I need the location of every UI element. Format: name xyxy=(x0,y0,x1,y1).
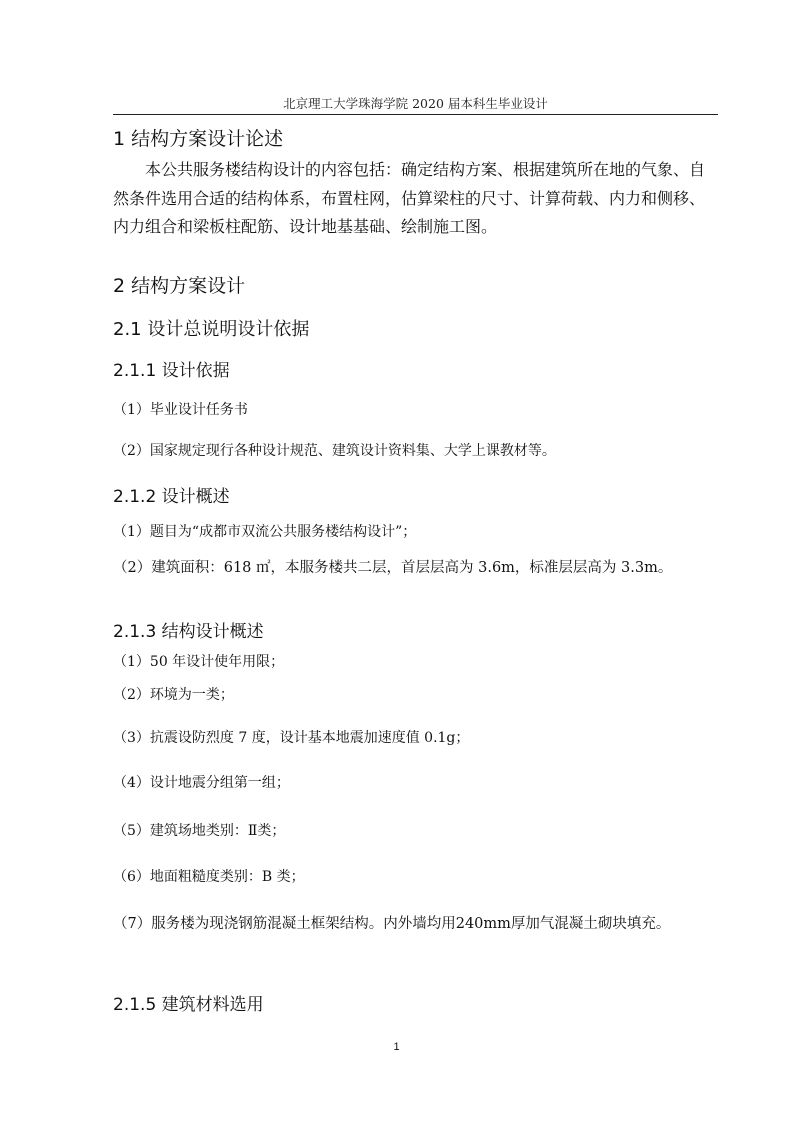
list-item: （6）地面粗糙度类别：B 类； xyxy=(113,869,305,885)
section-2-1-1-heading: 2.1.1 设计依据 xyxy=(113,361,230,381)
list-item: （3）抗震设防烈度 7 度，设计基本地震加速度值 0.1g； xyxy=(113,730,470,746)
section-2-1-5-heading: 2.1.5 建筑材料选用 xyxy=(113,995,264,1015)
list-item: （4）设计地震分组第一组； xyxy=(113,775,290,791)
list-item: （1）题目为“成都市双流公共服务楼结构设计”； xyxy=(113,524,417,540)
header-rule xyxy=(113,114,718,115)
page-header: 北京理工大学珠海学院 2020 届本科生毕业设计 xyxy=(283,96,548,111)
list-item: （7）服务楼为现浇钢筋混凝土框架结构。内外墙均用240mm厚加气混凝土砌块填充。 xyxy=(113,916,671,932)
section-2-1-2-heading: 2.1.2 设计概述 xyxy=(113,487,230,507)
list-item: （2）建筑面积：618 ㎡，本服务楼共二层，首层层高为 3.6m，标准层层高为 3.3m。 xyxy=(113,560,673,576)
section-1-paragraph: 本公共服务楼结构设计的内容包括：确定结构方案、根据建筑所在地的气象、自然条件选用合适的结构体系，布置柱网，估算梁柱的尺寸、计算荷载、内力和侧移、内力组合和梁板柱配筋、设计地基基础、绘制施工图。 xyxy=(113,160,706,236)
page-number: 1 xyxy=(393,1041,400,1053)
list-item: （1）毕业设计任务书 xyxy=(113,402,248,418)
section-2-heading: 2 结构方案设计 xyxy=(113,275,246,297)
list-item: （2）环境为一类； xyxy=(113,687,234,703)
list-item: （2）国家规定现行各种设计规范、建筑设计资料集、大学上课教材等。 xyxy=(113,443,556,459)
section-2-1-3-heading: 2.1.3 结构设计概述 xyxy=(113,622,264,642)
list-item: （5）建筑场地类别：Ⅱ类； xyxy=(113,823,286,839)
section-1-heading: 1 结构方案设计论述 xyxy=(113,128,284,150)
section-2-1-heading: 2.1 设计总说明设计依据 xyxy=(113,319,310,340)
list-item: （1）50 年设计使年用限； xyxy=(113,654,285,670)
